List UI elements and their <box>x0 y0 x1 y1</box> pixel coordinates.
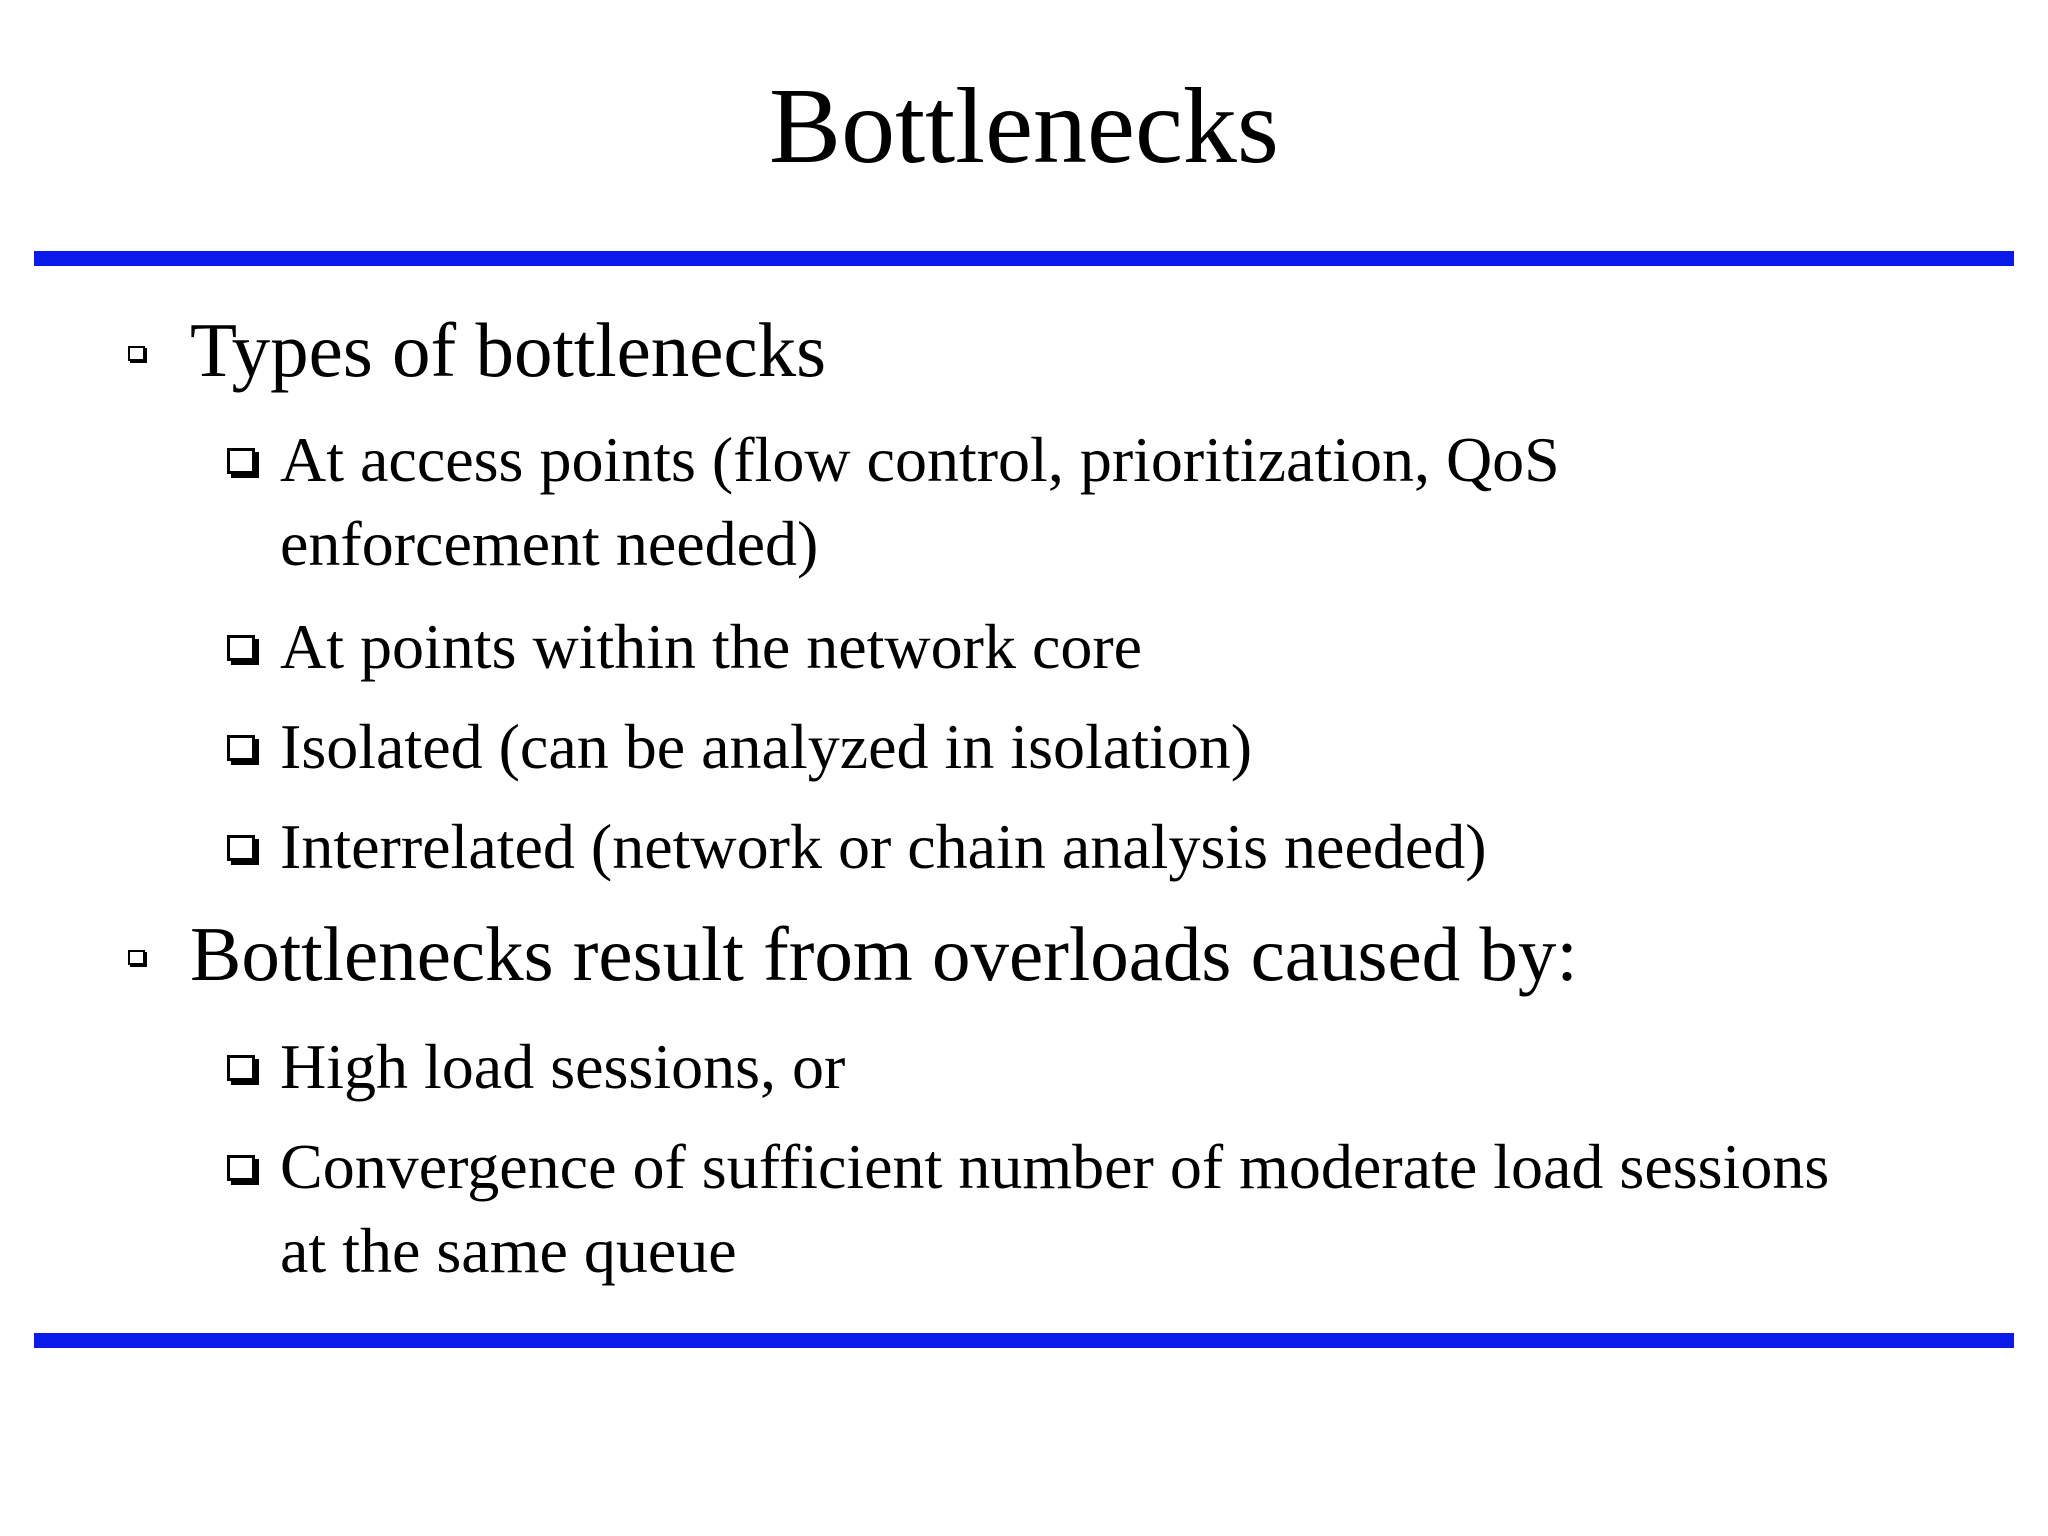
checkbox-bullet-icon <box>227 1055 255 1081</box>
sub-bullet-text: Convergence of sufficient number of moderate load sessions at the same queue <box>280 1131 1830 1286</box>
checkbox-bullet-icon <box>128 346 145 361</box>
bullet-text: Types of bottlenecks <box>190 307 827 393</box>
checkbox-bullet-icon <box>227 1155 255 1181</box>
sub-bullet-isolated <box>280 705 1840 789</box>
sub-bullet-interrelated <box>280 805 1840 889</box>
sub-bullet-text: High load sessions, or <box>280 1031 846 1102</box>
checkbox-bullet-icon <box>227 835 255 861</box>
sub-bullet-network-core <box>280 605 1840 689</box>
slide-title: Bottlenecks <box>769 67 1279 186</box>
bottom-divider <box>34 1333 2014 1348</box>
checkbox-bullet-icon <box>128 950 145 965</box>
top-divider <box>34 251 2014 266</box>
checkbox-bullet-icon <box>227 735 255 761</box>
bullet-types-of-bottlenecks <box>190 308 1970 393</box>
sub-bullet-text: At points within the network core <box>280 611 1143 682</box>
sub-bullet-text: Interrelated (network or chain analysis needed) <box>280 811 1487 882</box>
checkbox-bullet-icon <box>227 635 255 661</box>
bullet-text: Bottlenecks result from overloads caused by: <box>190 911 1578 997</box>
bullet-bottlenecks-result <box>190 912 1970 997</box>
sub-bullet-text: At access points (flow control, prioritization, QoS enforcement needed) <box>280 424 1560 579</box>
sub-bullet-high-load <box>280 1025 1840 1109</box>
sub-bullet-text: Isolated (can be analyzed in isolation) <box>280 711 1253 782</box>
sub-bullet-convergence <box>280 1125 1840 1293</box>
sub-bullet-access-points <box>280 418 1840 586</box>
checkbox-bullet-icon <box>227 448 255 474</box>
